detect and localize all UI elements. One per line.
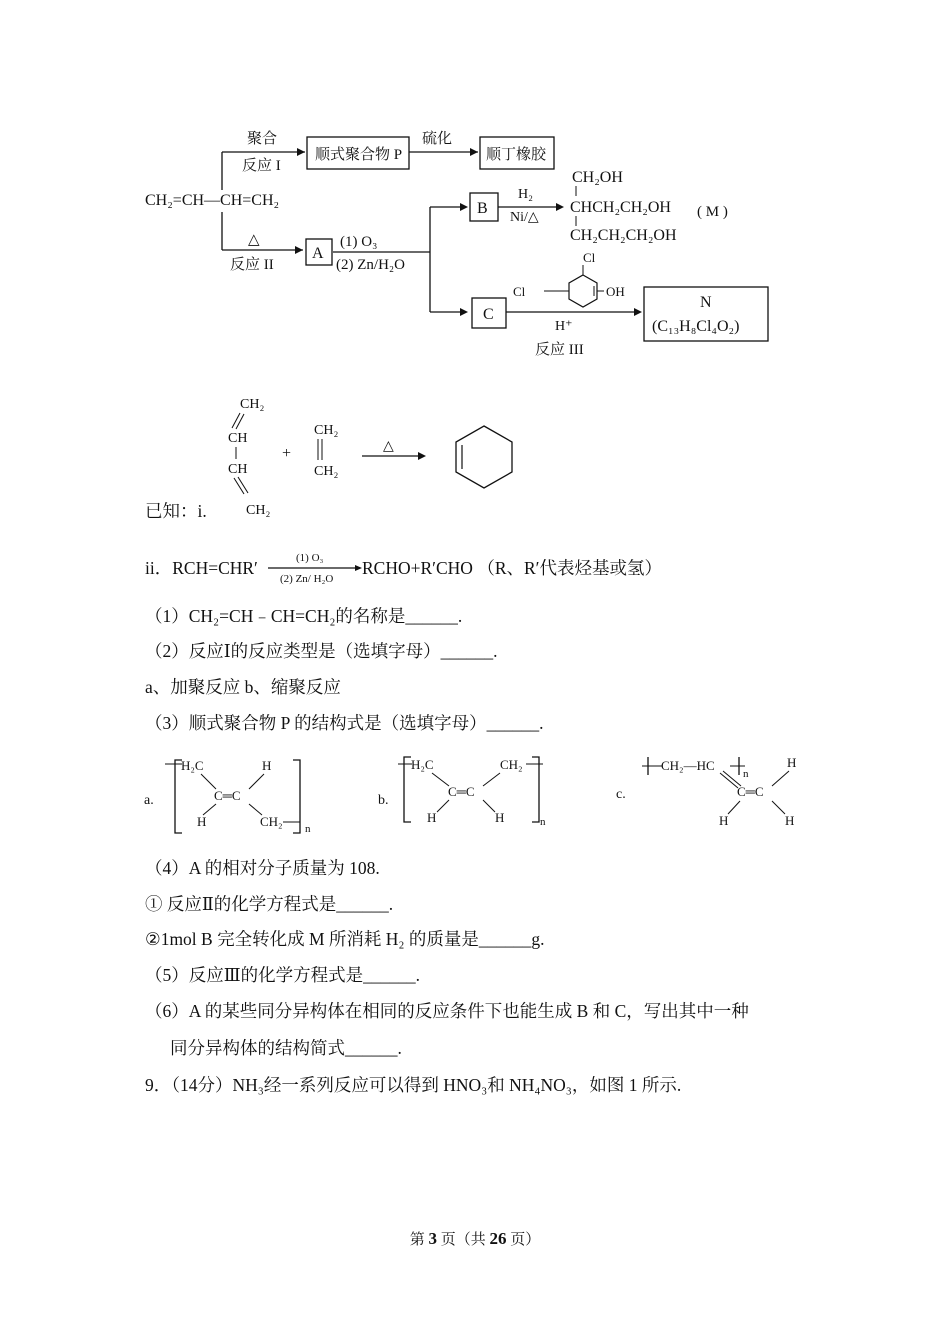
ii-ozone-step: (1) O₃ <box>296 552 324 564</box>
question-4-part-2: ②1mol B 完全转化成 M 所消耗 H₂ 的质量是______g. <box>145 929 545 949</box>
ozone-step: (1) O₃ <box>340 234 378 250</box>
ethene-ch2-bottom: CH₂ <box>314 464 339 479</box>
option-a-label: a. <box>144 793 154 808</box>
option-b-h-left: H <box>427 810 437 825</box>
rxn2-delta: △ <box>248 232 260 248</box>
box-n-formula: (C₁₃H₈Cl₄O₂) <box>652 318 740 335</box>
question-9: 9．（14分）NH₃经一系列反应可以得到 HNO₃和 NH₄NO₃，如图 1 所示. <box>145 1075 682 1095</box>
question-3: （3）顺式聚合物 P 的结构式是（选填字母）______. <box>145 713 544 733</box>
box-c-label: C <box>483 306 494 323</box>
option-c-h-bottom-right: H <box>785 813 795 828</box>
hydrogen-reagent: H₂ <box>518 187 533 202</box>
nickel-catalyst: Ni/△ <box>510 210 539 225</box>
known-i-label: 已知：i. <box>145 501 207 521</box>
option-a-double-bond: C═C <box>214 788 241 803</box>
option-c-n: n <box>743 768 749 780</box>
benzene-ring <box>569 275 597 307</box>
ii-zinc-step: (2) Zn/ H₂O <box>280 573 334 585</box>
option-c-h-bottom-left: H <box>719 813 729 828</box>
hydroxyl-group: OH <box>606 284 625 299</box>
option-b-n: n <box>540 816 546 828</box>
option-c-h-top-right: H <box>787 755 797 770</box>
m-line-1: CH₂OH <box>572 169 623 186</box>
zinc-step: (2) Zn/H₂O <box>336 257 405 273</box>
option-c-double-bond: C═C <box>737 784 764 799</box>
box-rubber-label: 顺丁橡胶 <box>486 147 547 163</box>
question-6-line-1: （6）A 的某些同分异构体在相同的反应条件下也能生成 B 和 C，写出其中一种 <box>145 1001 749 1021</box>
box-a-label: A <box>312 245 324 262</box>
option-a-h2c: H₂C <box>181 758 204 773</box>
rxn2-label-bottom: 反应 II <box>230 257 274 273</box>
question-5: （5）反应Ⅲ的化学方程式是______. <box>145 965 421 985</box>
acid-catalyst: H⁺ <box>555 319 573 334</box>
box-polymer-p-label: 顺式聚合物 P <box>315 147 403 163</box>
diene-ch-1: CH <box>228 431 248 446</box>
m-line-2: CHCH₂CH₂OH <box>570 199 671 216</box>
diene-ch2-bottom: CH₂ <box>246 503 271 518</box>
option-c-label: c. <box>616 787 626 802</box>
question-4-part-1: ① 反应Ⅱ的化学方程式是______. <box>145 894 394 914</box>
option-a-h-top: H <box>262 758 272 773</box>
question-4: （4）A 的相对分子质量为 108. <box>145 858 380 878</box>
question-6-line-2: 同分异构体的结构简式______. <box>170 1038 402 1058</box>
footer-total-pages: 26 <box>489 1229 507 1248</box>
option-a-n: n <box>305 823 311 835</box>
footer-suffix: 页） <box>510 1232 541 1248</box>
box-b-label: B <box>477 200 488 217</box>
known-ii-left: ii．RCH=CHR′ <box>145 558 258 578</box>
question-1: （1）CH₂=CH﹣CH=CH₂的名称是______. <box>145 606 463 626</box>
cyclohexene-ring <box>456 426 512 488</box>
option-b-double-bond: C═C <box>448 784 475 799</box>
box-n-label: N <box>700 294 712 311</box>
option-b-label: b. <box>378 793 389 808</box>
diene-ch2-top: CH₂ <box>240 397 265 412</box>
question-2-options: a、加聚反应 b、缩聚反应 <box>145 677 341 697</box>
heat-delta: △ <box>383 439 394 454</box>
chlorine-top: Cl <box>583 250 596 265</box>
footer-middle: 页（共 <box>440 1232 486 1248</box>
option-b-h-right: H <box>495 810 505 825</box>
option-b-h2c: H₂C <box>411 757 434 772</box>
rxn1-label-bottom: 反应 I <box>242 158 281 174</box>
ethene-ch2-top: CH₂ <box>314 423 339 438</box>
option-b-ch2: CH₂ <box>500 757 523 772</box>
option-a-h-bottom: H <box>197 814 207 829</box>
rxn3-label: 反应 III <box>535 342 584 358</box>
option-a-ch2: CH₂ <box>260 814 283 829</box>
footer-prefix: 第 <box>409 1232 425 1248</box>
page-footer <box>0 1228 950 1249</box>
butadiene-formula: CH₂=CH—CH=CH₂ <box>145 192 280 209</box>
rxn1-label-top: 聚合 <box>247 131 278 147</box>
diene-ch-2: CH <box>228 462 248 477</box>
m-label: ( M ) <box>697 204 728 220</box>
vulcanize-label: 硫化 <box>422 131 453 147</box>
footer-page-number: 3 <box>428 1229 437 1248</box>
m-line-3: CH₂CH₂CH₂OH <box>570 227 677 244</box>
plus-sign: + <box>282 445 292 462</box>
known-ii-right: RCHO+R′CHO （R、R′代表烃基或氢） <box>362 558 662 578</box>
option-c-chain: CH₂—HC <box>661 758 715 773</box>
chlorine-left: Cl <box>513 284 526 299</box>
question-2: （2）反应Ⅰ的反应类型是（选填字母）______. <box>145 641 498 661</box>
